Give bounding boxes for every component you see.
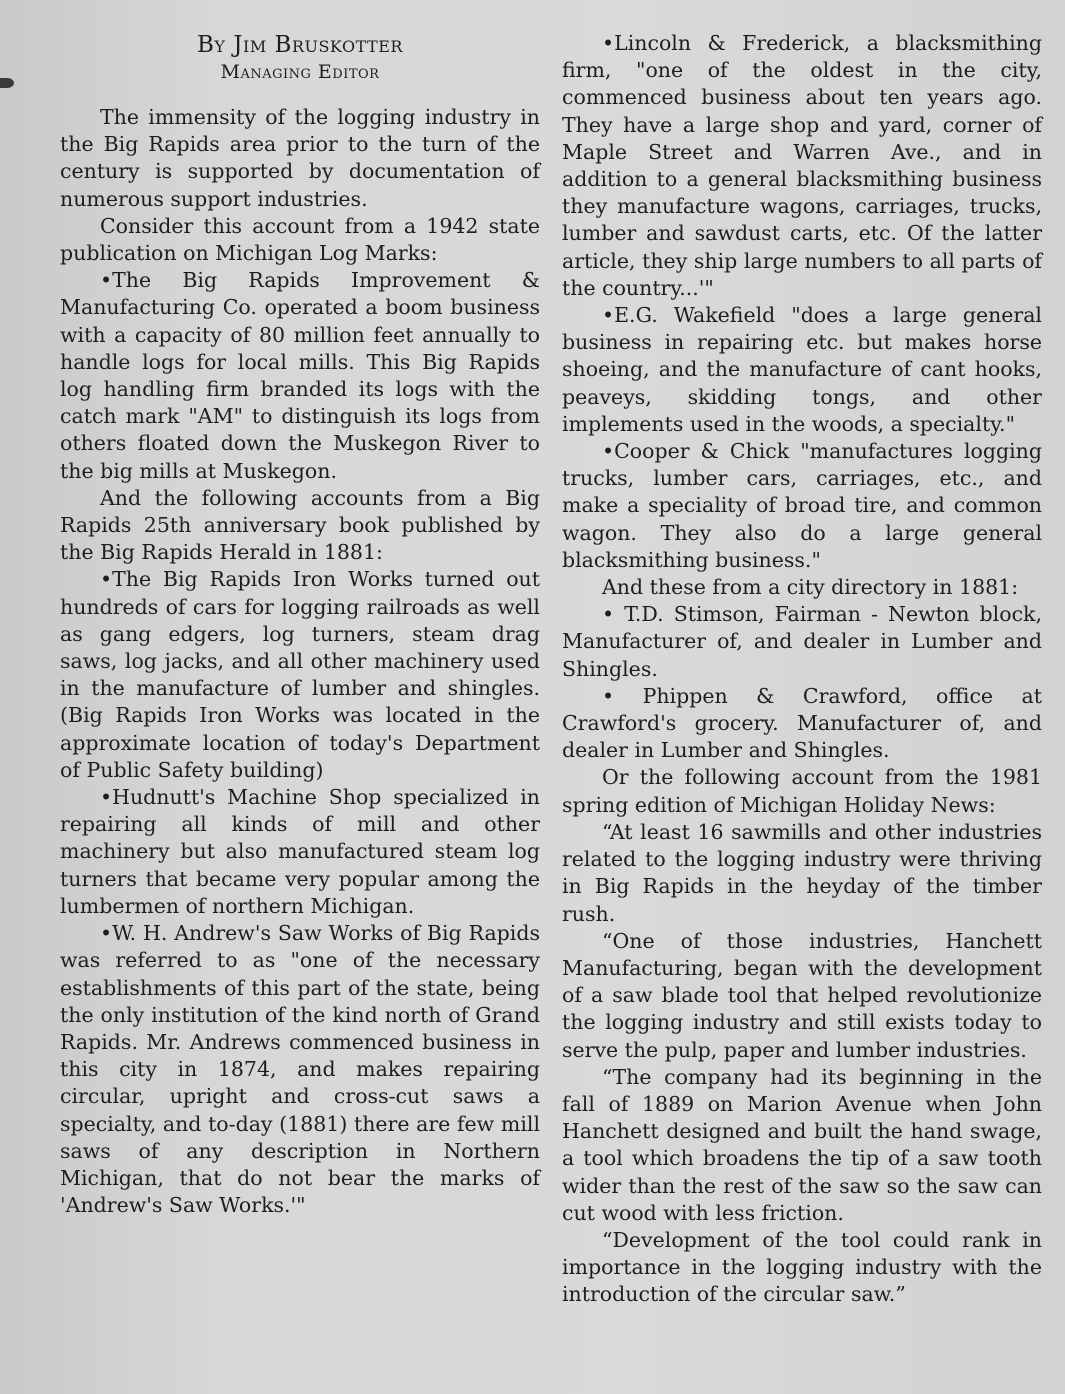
paragraph: •Cooper & Chick "manufactures logging trucks, lumber cars, carriages, etc., and make a speciality of broad tire, and common wagon. They also do a large general blacksmithing business." <box>562 439 1042 572</box>
paragraph: “At least 16 sawmills and other industries related to the logging industry were thriving in Big Rapids in the heyday of the timber rush. <box>562 819 1042 926</box>
paragraph: •W. H. Andrew's Saw Works of Big Rapids was referred to as "one of the necessary establishments of this part of the state, being the only institution of the kind north of Grand Rapids. Mr. Andrews commenced business in this city in 1874, and makes repairing circular, upright and cross-cut saws a specialty, and to-day (1881) there are few mill saws of any description in Northern Michigan, that do not bear the marks of 'Andrew's Saw Works.'" <box>60 921 540 1218</box>
paragraph: • Phippen & Crawford, office at Crawford's grocery. Manufacturer of, and dealer in Lumber and Shingles. <box>562 683 1042 763</box>
byline <box>60 30 540 84</box>
paragraph: •The Big Rapids Iron Works turned out hundreds of cars for logging railroads as well as gang edgers, log turners, steam drag saws, log jacks, and all other machinery used in the manufacture of lumber and shingles. (Big Rapids Iron Works was located in the approximate location of today's Department of Public Safety building) <box>60 567 540 782</box>
paragraph: The immensity of the logging industry in the Big Rapids area prior to the turn of the century is supported by documentation of numerous support industries. <box>60 105 540 211</box>
paragraph: •Hudnutt's Machine Shop specialized in repairing all kinds of mill and other machinery but also manufactured steam log turners that became very popular among the lumbermen of northern Michigan. <box>60 785 540 918</box>
paragraph: And these from a city directory in 1881: <box>602 575 1019 600</box>
author-name: By Jim Bruskotter <box>197 32 403 58</box>
scan-edge-mark <box>0 78 14 88</box>
paragraph: • T.D. Stimson, Fairman - Newton block, Manufacturer of, and dealer in Lumber and Shingles. <box>562 602 1042 681</box>
paragraph: “One of those industries, Hanchett Manufacturing, began with the development of a saw blade tool that helped revolutionize the logging industry and still exists today to serve the pulp, paper and lumber industries. <box>562 928 1042 1062</box>
paragraph: Or the following account from the 1981 spring edition of Michigan Holiday News: <box>562 765 1042 817</box>
left-column <box>60 30 540 1219</box>
paragraph: •The Big Rapids Improvement & Manufacturing Co. operated a boom business with a capacity of 80 million feet annually to handle logs for local mills. This Big Rapids log handling firm branded its logs with the catch mark "AM" to distinguish its logs from others floated down the Muskegon River to the big mills at Muskegon. <box>60 268 540 483</box>
paragraph: Consider this account from a 1942 state publication on Michigan Log Marks: <box>60 213 540 266</box>
paragraph: And the following accounts from a Big Rapids 25th anniversary book published by the Big Rapids Herald in 1881: <box>60 485 540 565</box>
paragraph: “The company had its beginning in the fall of 1889 on Marion Avenue when John Hanchett designed and built the hand swage, a tool which broadens the tip of a saw tooth wider than the rest of the saw so the saw can cut wood with less friction. <box>562 1064 1042 1225</box>
paragraph: •E.G. Wakefield "does a large general business in repairing etc. but makes horse shoeing, and the manufacture of cant hooks, peaveys, skidding tongs, and other implements used in the woods, a specialty." <box>562 303 1042 436</box>
paragraph: •Lincoln & Frederick, a blacksmithing firm, "one of the oldest in the city, commenced business about ten years ago. They have a large shop and yard, corner of Maple Street and Warren Ave., and in addition to a general blacksmithing business they manufacture wagons, carriages, trucks, lumber and sawdust carts, etc. Of the latter article, they ship large numbers to all parts of the country...'" <box>562 31 1042 300</box>
paragraph: “Development of the tool could rank in importance in the logging industry with the introduction of the circular saw.” <box>562 1227 1042 1307</box>
author-title: Managing Editor <box>220 61 380 83</box>
right-column <box>562 30 1042 1309</box>
